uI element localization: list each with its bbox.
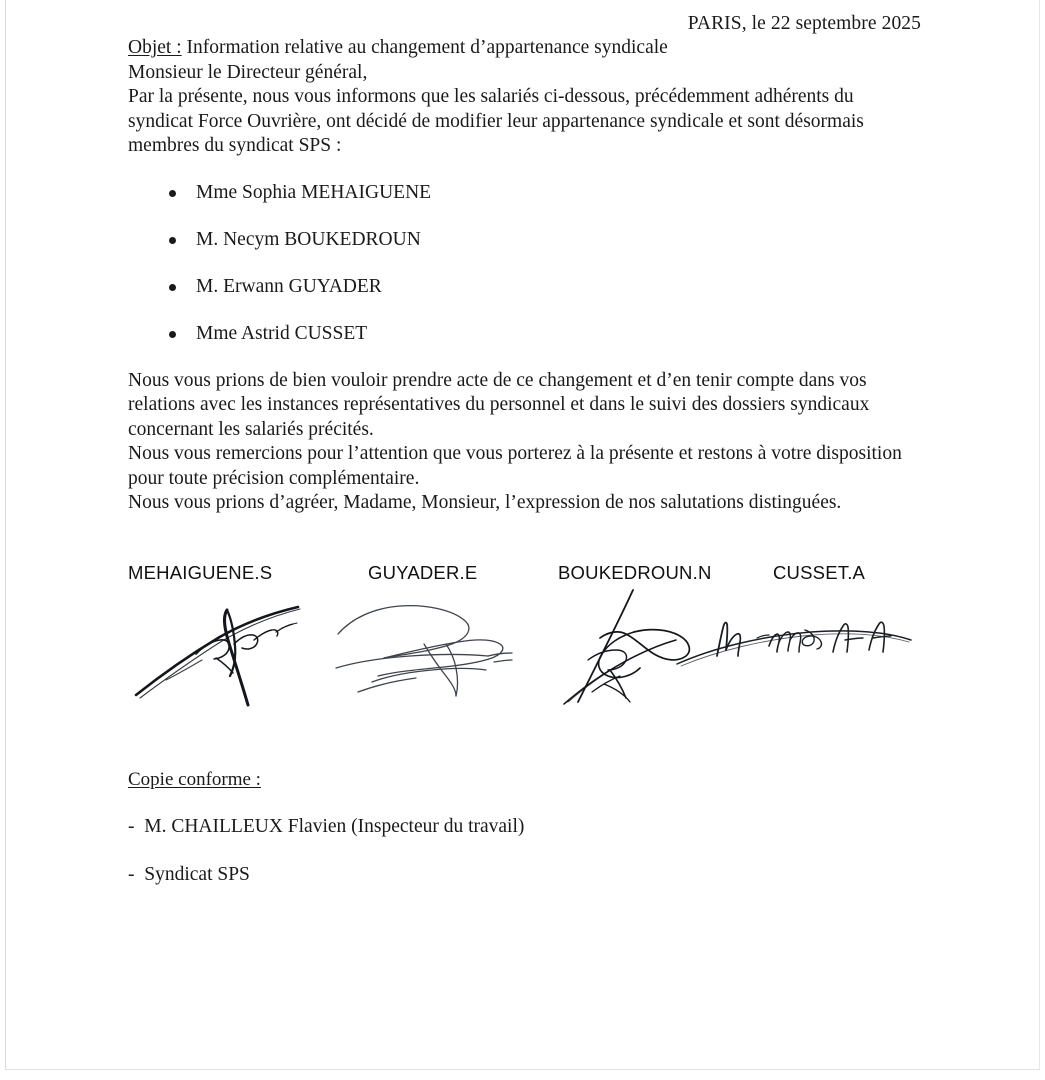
copy-title-text: Copie conforme :: [128, 768, 261, 790]
request-paragraph: Nous vous prions de bien vouloir prendre acte de ce changement et d’en tenir compte dans vos relations avec les instances représentatives du personnel et dans le suivi des dossiers syndicaux concernant les salariés précités.: [128, 369, 870, 440]
member-name: M. Necym BOUKEDROUN: [196, 228, 421, 250]
signature-area: [128, 562, 921, 722]
bullet-icon: [169, 190, 176, 197]
list-item: - Syndicat SPS: [128, 863, 250, 885]
date-line: PARIS, le 22 septembre 2025: [687, 13, 921, 34]
list-item: [128, 275, 921, 299]
copy-recipient-list: [128, 815, 921, 887]
list-item: [128, 228, 921, 252]
subject-label: Objet :: [128, 37, 182, 58]
signature-label: CUSSET.A: [773, 561, 866, 583]
intro-paragraph: Par la présente, nous vous informons que les salariés ci-dessous, précédemment adhérents du syndicat Force Ouvrière, ont décidé de modifier leur appartenance syndicale et sont désormais membres du syndicat SPS :: [128, 86, 864, 156]
bullet-icon: [169, 237, 176, 244]
copy-section-title: [128, 768, 921, 791]
document-page: [5, 0, 1040, 1070]
signature-label: GUYADER.E: [368, 561, 478, 583]
signature-block-mehaiguene: [128, 562, 272, 584]
list-item: [128, 181, 921, 205]
signature-label: BOUKEDROUN.N: [558, 561, 712, 583]
signature-mark-cusset: [673, 596, 918, 686]
signature-mark-mehaiguene: [130, 588, 315, 708]
subject-line: [128, 36, 921, 61]
member-list: [128, 181, 921, 346]
thanks-paragraph: Nous vous remercions pour l’attention que vous porterez à la présente et restons à votre disposition pour toute précision complémentaire.: [128, 443, 902, 489]
member-name: Mme Sophia MEHAIGUENE: [196, 181, 432, 203]
copy-section: [128, 768, 921, 887]
signature-block-cusset: [773, 562, 865, 584]
signature-block-guyader: [368, 562, 477, 584]
list-item: - M. CHAILLEUX Flavien (Inspecteur du travail): [128, 815, 525, 837]
list-item: [128, 322, 921, 346]
document-content: [128, 0, 921, 887]
bullet-icon: [169, 331, 176, 338]
member-name: M. Erwann GUYADER: [196, 275, 382, 297]
closing-paragraph: Nous vous prions d’agréer, Madame, Monsieur, l’expression de nos salutations distinguées.: [128, 492, 842, 513]
bullet-icon: [169, 284, 176, 291]
signature-block-boukedroun: [558, 562, 712, 584]
signature-mark-guyader: [328, 592, 523, 702]
member-name: Mme Astrid CUSSET: [196, 322, 368, 344]
subject-text: Information relative au changement d’appartenance syndicale: [181, 37, 668, 58]
salutation: Monsieur le Directeur général,: [128, 61, 368, 83]
signature-label: MEHAIGUENE.S: [128, 561, 273, 583]
